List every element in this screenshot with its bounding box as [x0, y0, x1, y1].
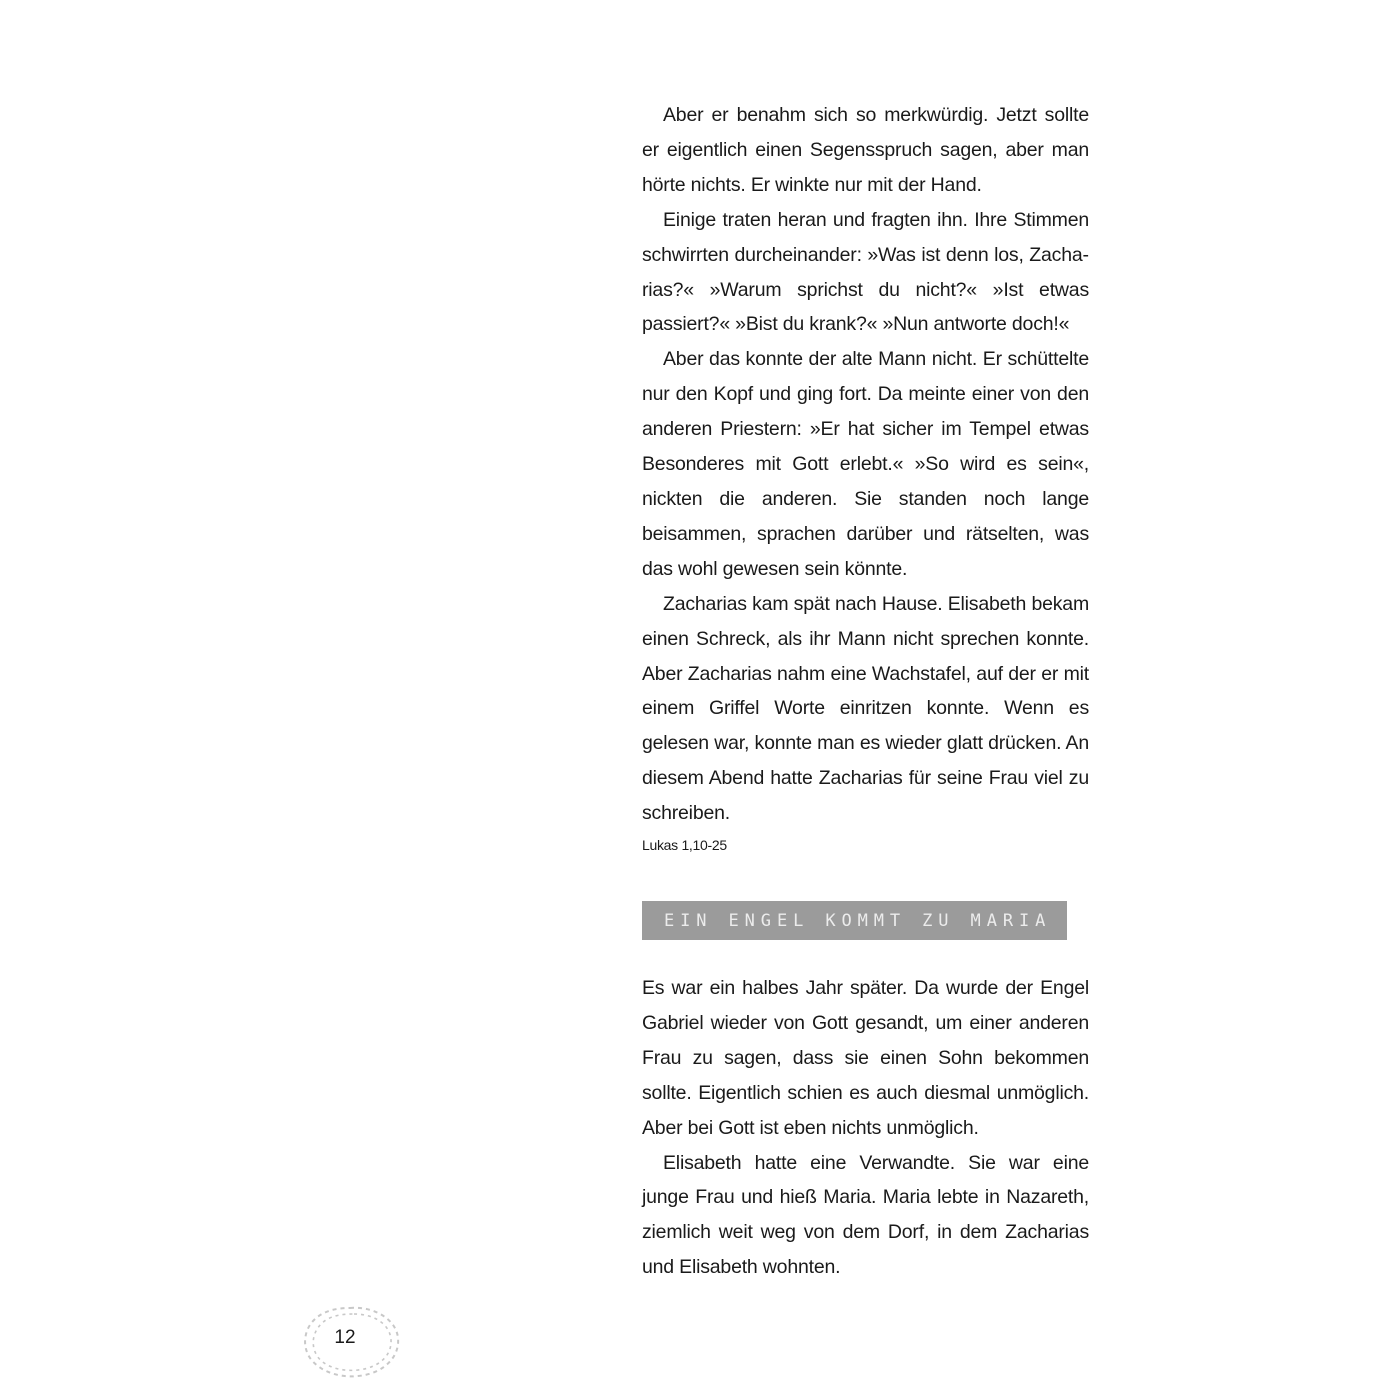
paragraph: Aber er benahm sich so merkwürdig. Jetzt sollte er eigentlich einen Segensspruch sagen, aber man hörte nichts. Er winkte nur mit der Hand.: [642, 104, 1089, 196]
story-text-section-2: [642, 971, 1089, 1285]
chapter-heading-bar: [642, 901, 1067, 940]
paragraph: Elisabeth hatte eine Verwandte. Sie war eine junge Frau und hieß Maria. Maria lebte in Nazareth, ziemlich weit weg von dem Dorf, in dem Zacharias und Elisabeth wohnten.: [642, 1151, 1089, 1279]
story-text-section-1: [642, 98, 1089, 855]
paragraph: Zacharias kam spät nach Hause. Elisabeth bekam einen Schreck, als ihr Mann nicht sprechen konnte. Aber Zacharias nahm eine Wachstafel, auf der er mit einem Griffel Worte einritzen konnte. Wenn es gelesen war, konnte man es wieder glatt drücken. An diesem Abend hatte Zacharias für seine Frau viel zu schreiben.: [642, 592, 1089, 825]
page-number: 12: [334, 1327, 356, 1348]
bible-reference: Lukas 1,10-25: [642, 837, 727, 854]
paragraph: Aber das konnte der alte Mann nicht. Er schüttelte nur den Kopf und ging fort. Da meinte einer von den anderen Priestern: »Er hat sicher im Tempel etwas Besonderes mit Gott erlebt.« »So wird es sein«, nickten die anderen. Sie standen noch lange beisammen, sprachen darüber und rätselten, was das wohl gewesen sein könnte.: [642, 348, 1089, 580]
paragraph: Es war ein halbes Jahr später. Da wurde der Engel Gabriel wieder von Gott gesandt, um einer anderen Frau zu sagen, dass sie einen Sohn bekommen sollte. Eigentlich schien es auch diesmal unmöglich. Aber bei Gott ist eben nichts unmöglich.: [642, 977, 1089, 1139]
chapter-heading: EIN ENGEL KOMMT ZU MARIA: [664, 910, 1052, 931]
paragraph: Einige traten heran und fragten ihn. Ihre Stimmen schwirrten durcheinander: »Was ist denn los, Zacharias?« »Warum sprichst du nicht?« »Ist etwas passiert?« »Bist du krank?« »Nun antworte doch!«: [642, 208, 1089, 336]
page-number-badge: [300, 1300, 404, 1384]
